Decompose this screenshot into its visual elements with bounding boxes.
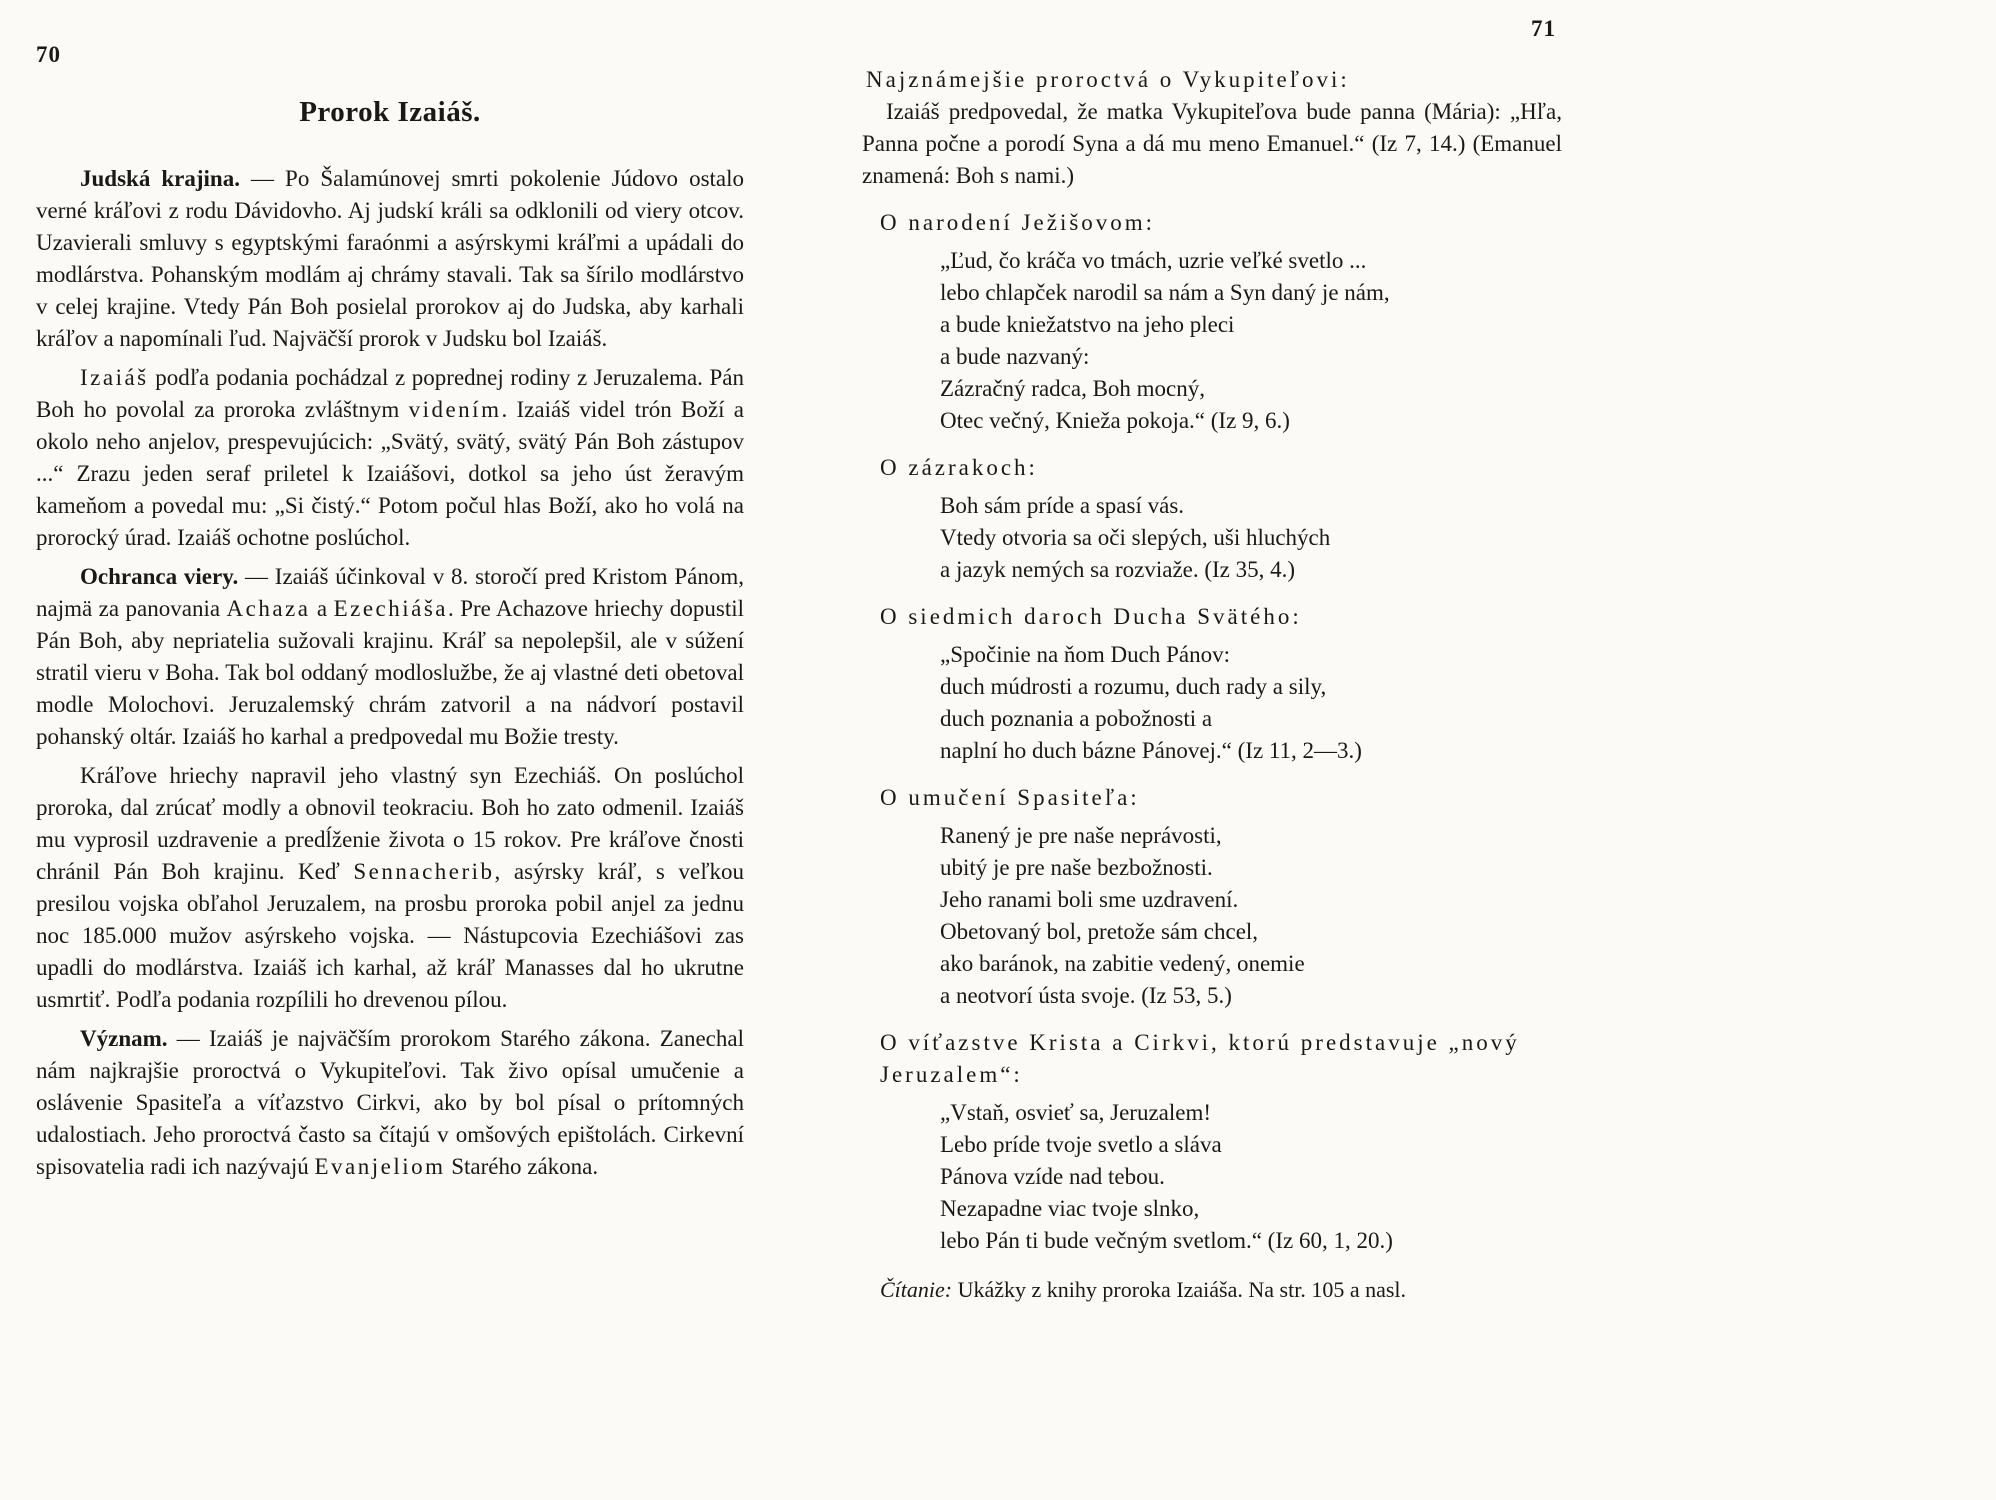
quote-line: Pánova vzíde nad tebou. [940, 1164, 1165, 1189]
section-heading: O zázrakoch: [880, 455, 1038, 480]
paragraph-segment: Evanjeliom [314, 1154, 446, 1179]
paragraph-segment: Ochranca viery. [80, 564, 239, 589]
quote-line: a bude nazvaný: [940, 344, 1090, 369]
paragraph-segment: Achaza [226, 596, 311, 621]
quote-block [940, 245, 1562, 437]
paragraph-segment: . Izaiáš videl trón Boží a okolo neho anjelov, prespevujúcich: „Svätý, svätý, svätý Pán Boh zástupov ...“ Zrazu jeden seraf priletel k Izaiášovi, dotkol sa jeho úst žeravým kameňom a povedal mu: „Si čistý.“ Potom počul hlas Boží, ako ho volá na prorocký úrad. Izaiáš ochotne poslúchol. [36, 397, 745, 550]
quote-line: lebo chlapček narodil sa nám a Syn daný je nám, [940, 280, 1390, 305]
paragraph-segment: a [310, 596, 334, 621]
prophecy-sections [862, 207, 1562, 1257]
section-heading: O narodení Ježišovom: [880, 210, 1156, 235]
paragraph [36, 1023, 744, 1183]
prophecies-main-heading: Najznámejšie proroctvá o Vykupiteľovi: [866, 67, 1350, 92]
paragraph [36, 760, 744, 1016]
paragraph [36, 362, 744, 554]
paragraph-segment: podľa podania pochádzal z poprednej rodiny z Jeruzalema. Pán Boh ho povolal za proroka zvláštnym [36, 365, 744, 422]
quote-block [940, 490, 1562, 586]
paragraph-segment: . Pre Achazove hriechy dopustil Pán Boh, aby nepriatelia sužovali krajinu. Kráľ sa nepolepšil, ale v súžení stratil vieru v Boha. Tak bol oddaný modloslužbe, že aj vlastné deti obetoval modle Molochovi. Jeruzalemský chrám zatvoril a na nádvorí postavil pohanský oltár. Izaiáš ho karhal a predpovedal mu Božie tresty. [36, 596, 744, 749]
quote-line: lebo Pán ti bude večným svetlom.“ (Iz 60, 1, 20.) [940, 1228, 1393, 1253]
paragraph-segment: — Izaiáš je najväčším prorokom Starého zákona. Zanechal nám najkrajšie proroctvá o Vykupiteľovi. Tak živo opísal umučenie a oslávenie Spasiteľa a víťazstvo Cirkvi, ako by bol písal o prítomných udalostiach. Jeho proroctvá často sa čítajú v omšových epištolách. Cirkevní spisovatelia radi ich nazývajú [36, 1026, 744, 1179]
quote-line: duch múdrosti a rozumu, duch rady a sily, [940, 674, 1327, 699]
section-heading: O umučení Spasiteľa: [880, 785, 1140, 810]
quote-line: Otec večný, Knieža pokoja.“ (Iz 9, 6.) [940, 408, 1290, 433]
page-right [862, 0, 1562, 1500]
section-heading: O siedmich daroch Ducha Svätého: [880, 604, 1302, 629]
page-number-left: 70 [36, 42, 61, 67]
quote-line: naplní ho duch bázne Pánovej.“ (Iz 11, 2—3.) [940, 738, 1362, 763]
paragraph-segment: Ezechiáša [333, 596, 449, 621]
paragraph-segment: Judská krajina. [80, 166, 240, 191]
paragraph-segment: Starého zákona. [445, 1154, 599, 1179]
paragraph-segment: Význam. [80, 1026, 168, 1051]
quote-line: Vtedy otvoria sa oči slepých, uši hluchých [940, 525, 1331, 550]
quote-line: Zázračný radca, Boh mocný, [940, 376, 1206, 401]
quote-line: „Ľud, čo kráča vo tmách, uzrie veľké svetlo ... [940, 248, 1367, 273]
quote-line: Ranený je pre naše neprávosti, [940, 823, 1222, 848]
paragraph-segment: Kráľove hriechy napravil jeho vlastný syn Ezechiáš. On poslúchol proroka, dal zrúcať modly a obnovil teokraciu. Boh ho zato odmenil. Izaiáš mu vyprosil uzdravenie a predĺženie života o 15 rokov. Pre kráľove čnosti chránil Pán Boh krajinu. Keď [36, 763, 744, 884]
quote-block [940, 1097, 1562, 1257]
quote-line: Boh sám príde a spasí vás. [940, 493, 1185, 518]
quote-block [940, 639, 1562, 767]
quote-block [940, 820, 1562, 1012]
page-left [36, 0, 744, 1500]
reading-label: Čítanie: [880, 1277, 953, 1302]
paragraph-segment: , asýrsky kráľ, s veľkou presilou vojska obľahol Jeruzalem, na prosbu proroka pobil anjel za jednu noc 185.000 mužov asýrskeho vojska. — Nástupcovia Ezechiášovi zas upadli do modlárstva. Izaiáš ich karhal, až kráľ Manasses dal ho ukrutne usmrtiť. Podľa podania rozpílili ho drevenou pílou. [36, 859, 744, 1012]
paragraph [36, 561, 744, 753]
quote-line: a jazyk nemých sa rozviaže. (Iz 35, 4.) [940, 557, 1296, 582]
paragraph-segment: Sennacherib [353, 859, 495, 884]
quote-line: Nezapadne viac tvoje slnko, [940, 1196, 1200, 1221]
page-title: Prorok Izaiáš. [299, 96, 481, 128]
quote-line: a bude kniežatstvo na jeho pleci [940, 312, 1235, 337]
reading-note [880, 1275, 1562, 1305]
quote-line: Lebo príde tvoje svetlo a sláva [940, 1132, 1222, 1157]
quote-line: Obetovaný bol, pretože sám chcel, [940, 919, 1259, 944]
quote-line: ako baránok, na zabitie vedený, onemie [940, 951, 1305, 976]
quote-line: „Vstaň, osvieť sa, Jeruzalem! [940, 1100, 1212, 1125]
quote-line: „Spočinie na ňom Duch Pánov: [940, 642, 1231, 667]
quote-line: duch poznania a pobožnosti a [940, 706, 1213, 731]
left-text-block [36, 163, 744, 1183]
paragraph [36, 163, 744, 355]
page-number-right: 71 [1531, 16, 1556, 41]
quote-line: a neotvorí ústa svoje. (Iz 53, 5.) [940, 983, 1232, 1008]
paragraph-segment: Izaiáš [80, 365, 149, 390]
paragraph-segment: — Izaiáš účinkoval v 8. storočí pred Kristom Pánom, najmä za panovania [36, 564, 745, 621]
intro-paragraph: Izaiáš predpovedal, že matka Vykupiteľova bude panna (Mária): „Hľa, Panna počne a porodí Syna a dá mu meno Emanuel.“ (Iz 7, 14.) (Emanuel znamená: Boh s nami.) [862, 99, 1562, 188]
paragraph-segment: — Po Šalamúnovej smrti pokolenie Júdovo ostalo verné kráľovi z rodu Dávidovho. Aj judskí králi sa odklonili od viery otcov. Uzavierali smluvy s egyptskými faraónmi a asýrskymi kráľmi a upádali do modlárstva. Pohanským modlám aj chrámy stavali. Tak sa šírilo modlárstvo v celej krajine. Vtedy Pán Boh posielal prorokov aj do Judska, aby karhali kráľov a napomínali ľud. Najväčší prorok v Judsku bol Izaiáš. [36, 166, 745, 351]
paragraph-segment: videním [408, 397, 502, 422]
reading-text: Ukážky z knihy proroka Izaiáša. Na str. 105 a nasl. [957, 1277, 1407, 1302]
quote-line: Jeho ranami boli sme uzdravení. [940, 887, 1239, 912]
section-heading: O víťazstve Krista a Cirkvi, ktorú predstavuje „nový Jeruzalem“: [880, 1030, 1520, 1087]
quote-line: ubitý je pre naše bezbožnosti. [940, 855, 1213, 880]
